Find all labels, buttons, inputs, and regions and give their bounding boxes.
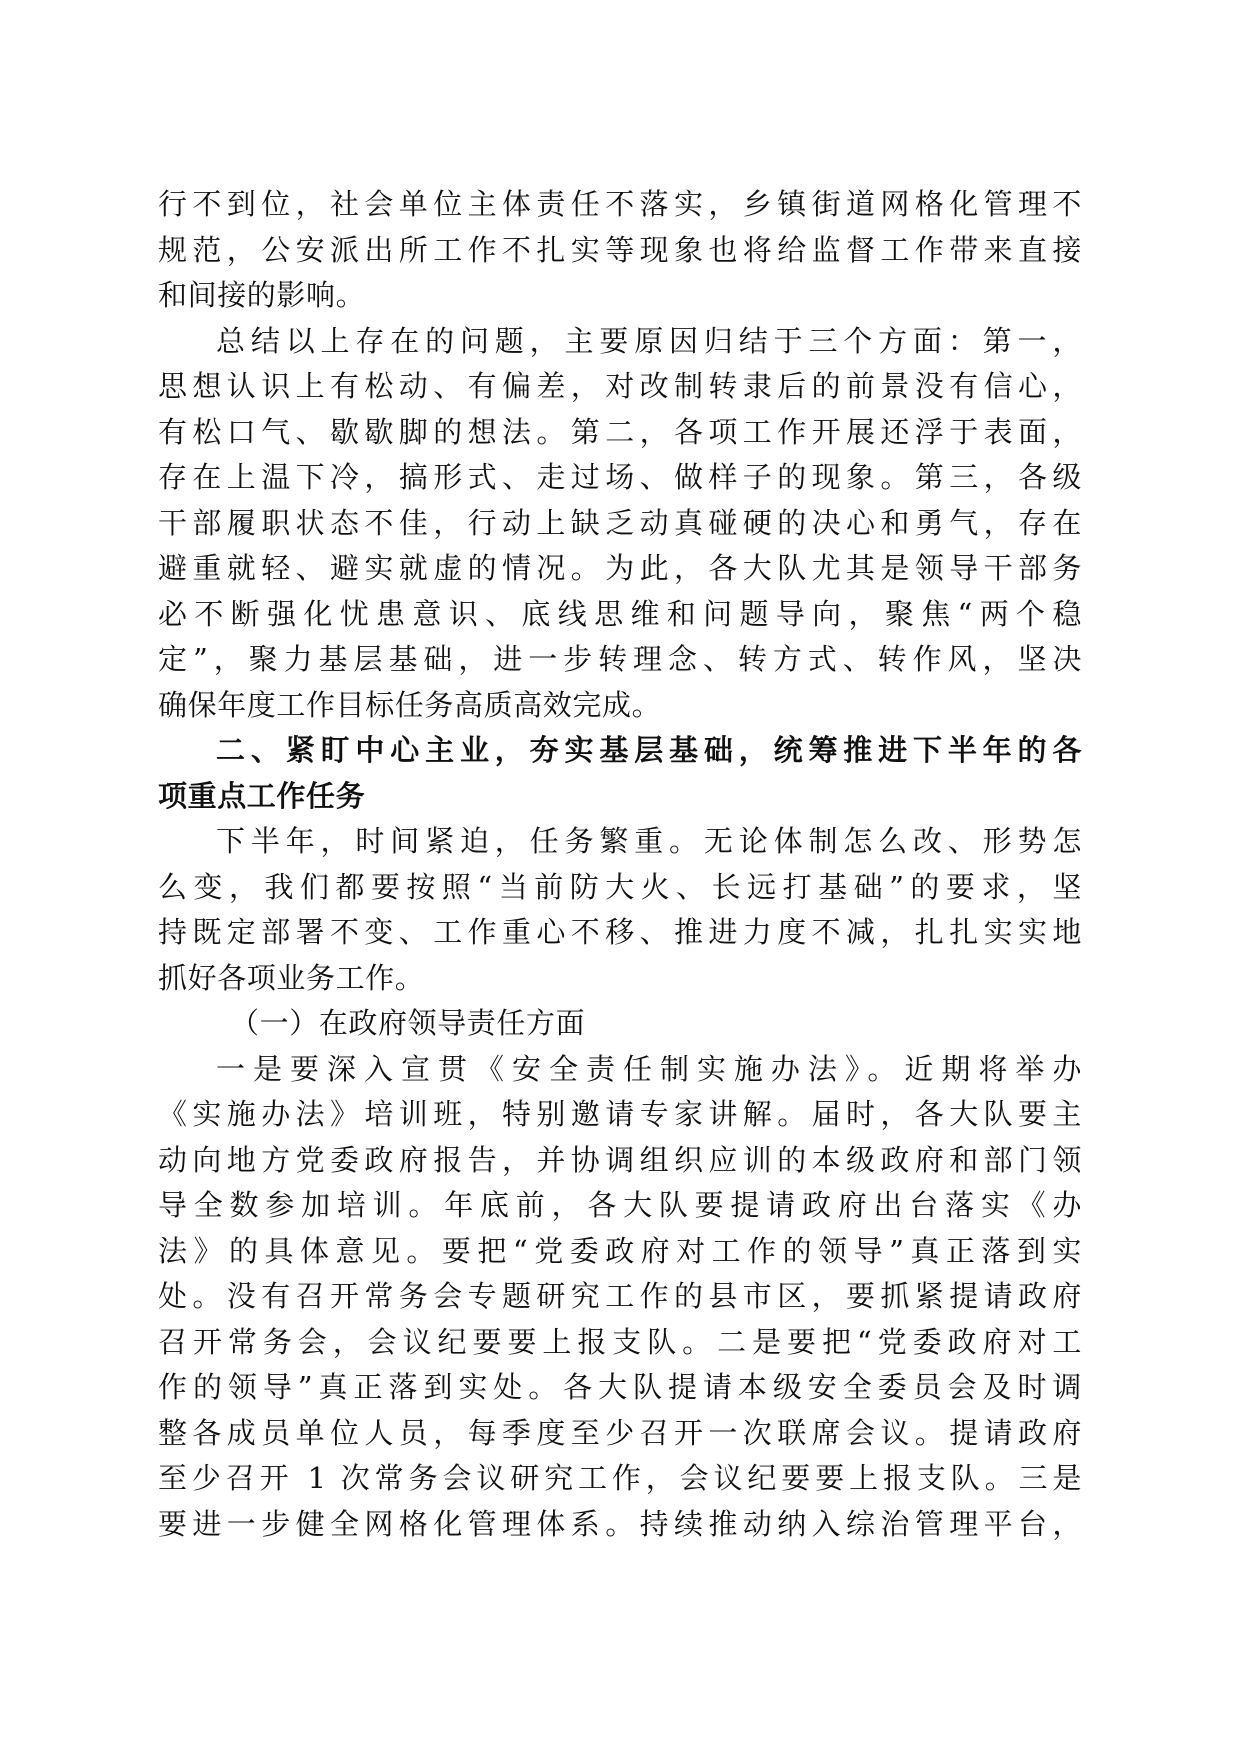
text-line: 存在上温下冷，搞形式、走过场、做样子的现象。第三，各级 — [158, 460, 1082, 494]
text-line: 至少召开 1 次常务会议研究工作，会议纪要要上报支队。三是 — [158, 1461, 1082, 1495]
text-line: 思想认识上有松动、有偏差，对改制转隶后的前景没有信心， — [158, 369, 1082, 403]
text-line: 导全数参加培训。年底前，各大队要提请政府出台落实《办 — [158, 1188, 1082, 1222]
text-line: 抓好各项业务工作。 — [158, 960, 425, 995]
paragraph-first-line: 一是要深入宣贯《安全责任制实施办法》。近期将举办 — [216, 1051, 1082, 1086]
text-line: 动向地方党委政府报告，并协调组织应训的本级政府和部门领 — [158, 1142, 1082, 1177]
text-line: 法》的具体意见。要把“党委政府对工作的领导”真正落到实 — [158, 1233, 1082, 1268]
text-line: 《实施办法》培训班，特别邀请专家讲解。届时，各大队要主 — [158, 1097, 1082, 1131]
text-line: 和间接的影响。 — [158, 278, 366, 312]
text-line: 要进一步健全网格化管理体系。持续推动纳入综治管理平台， — [158, 1506, 1082, 1541]
text-line: 有松口气、歇歇脚的想法。第二，各项工作开展还浮于表面， — [158, 414, 1082, 449]
text-line: 确保年度工作目标任务高质高效完成。 — [158, 687, 662, 722]
text-line: 规范，公安派出所工作不扎实等现象也将给监督工作带来直接 — [158, 232, 1082, 267]
text-line: 避重就轻、避实就虚的情况。为此，各大队尤其是领导干部务 — [158, 551, 1082, 585]
text-line: 持既定部署不变、工作重心不移、推进力度不减，扎扎实实地 — [158, 915, 1082, 949]
text-line: 召开常务会，会议纪要要上报支队。二是要把“党委政府对工 — [158, 1324, 1082, 1359]
text-line: 作的领导”真正落到实处。各大队提请本级安全委员会及时调 — [158, 1370, 1082, 1404]
subsection-heading: （一）在政府领导责任方面 — [230, 1006, 586, 1040]
paragraph-first-line: 总结以上存在的问题，主要原因归结于三个方面：第一， — [216, 323, 1082, 358]
document-body — [158, 182, 1082, 1547]
section-heading-continued: 项重点工作任务 — [158, 778, 366, 813]
section-heading: 二、紧盯中心主业，夯实基层基础，统筹推进下半年的各 — [216, 733, 1082, 767]
text-line: 必不断强化忧患意识、底线思维和问题导向，聚焦“两个稳 — [158, 596, 1082, 631]
paragraph-first-line: 下半年，时间紧迫，任务繁重。无论体制怎么改、形势怎 — [216, 824, 1082, 858]
text-line: 么变，我们都要按照“当前防大火、长远打基础”的要求，坚 — [158, 869, 1082, 904]
text-line: 干部履职状态不佳，行动上缺乏动真碰硬的决心和勇气，存在 — [158, 505, 1082, 540]
text-line: 处。没有召开常务会专题研究工作的县市区，要抓紧提请政府 — [158, 1279, 1082, 1313]
text-line: 定”，聚力基层基础，进一步转理念、转方式、转作风，坚决 — [158, 642, 1082, 676]
text-line: 行不到位，社会单位主体责任不落实，乡镇街道网格化管理不 — [158, 187, 1082, 221]
text-line: 整各成员单位人员，每季度至少召开一次联席会议。提请政府 — [158, 1415, 1082, 1450]
